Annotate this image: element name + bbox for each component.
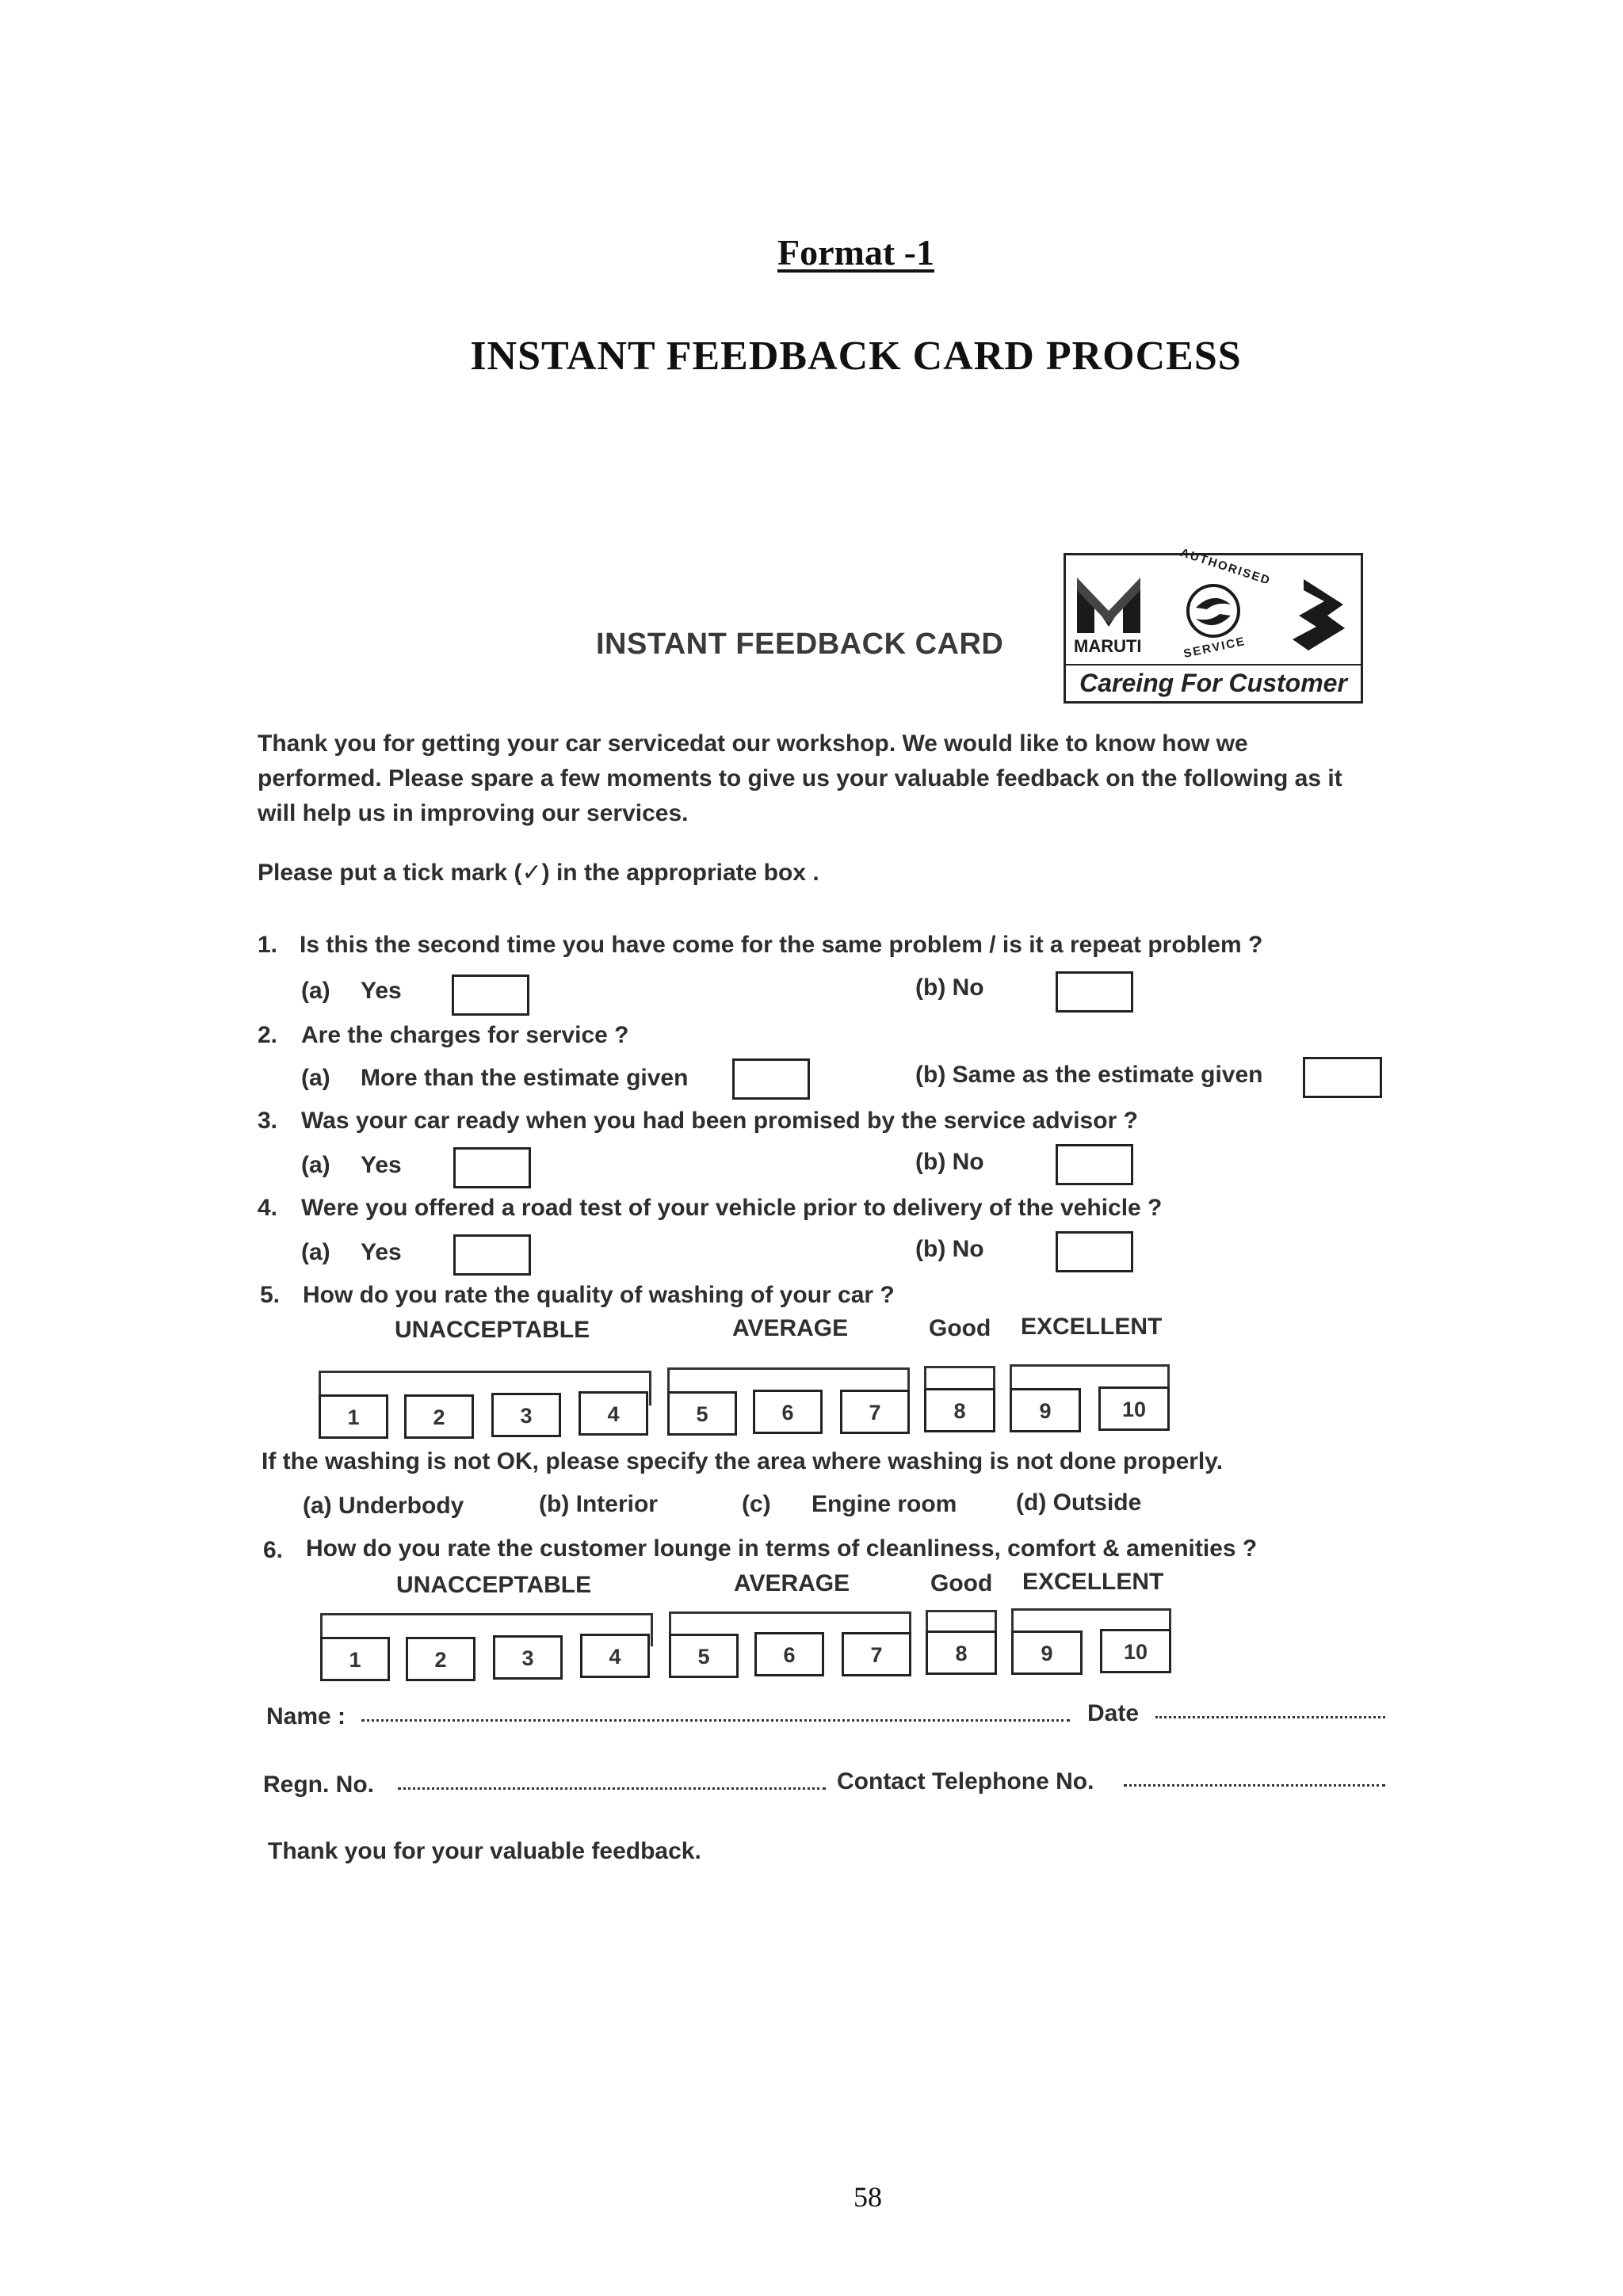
scale-label-good: Good xyxy=(929,1315,991,1341)
q5-rating-1[interactable]: 1 xyxy=(319,1394,388,1439)
q6-rating-9[interactable]: 9 xyxy=(1011,1630,1083,1675)
area-underbody: (a) Underbody xyxy=(303,1493,464,1519)
regn-field[interactable] xyxy=(398,1787,826,1790)
intro-line: Thank you for getting your car servicedat our workshop. We would like to know how we xyxy=(258,730,1248,757)
q6-rating-2[interactable]: 2 xyxy=(406,1637,475,1681)
scale-label-excellent: EXCELLENT xyxy=(1022,1569,1164,1595)
date-label: Date xyxy=(1087,1700,1140,1726)
option-text: (b) No xyxy=(915,974,984,1001)
question-number: 3. xyxy=(258,1108,278,1134)
question-text: Is this the second time you have come for the same problem / is it a repeat problem ? xyxy=(300,932,1263,958)
q6-rating-3[interactable]: 3 xyxy=(493,1635,563,1680)
name-label: Name : xyxy=(266,1703,346,1730)
maruti-brand-text: MARUTI xyxy=(1074,636,1142,656)
area-engine-room: Engine room xyxy=(812,1491,957,1517)
q1-yes-checkbox[interactable] xyxy=(452,974,529,1016)
question-number: 6. xyxy=(263,1537,284,1563)
question-number: 4. xyxy=(258,1195,278,1221)
name-field[interactable] xyxy=(361,1719,1070,1722)
option-text: Yes xyxy=(361,1152,402,1178)
q5-rating-3[interactable]: 3 xyxy=(491,1393,561,1437)
card-title: INSTANT FEEDBACK CARD xyxy=(596,627,1004,661)
question-text: How do you rate the quality of washing of your car ? xyxy=(303,1282,895,1308)
option-label: (a) xyxy=(301,1239,330,1265)
scale-label-average: AVERAGE xyxy=(732,1315,849,1341)
option-text: More than the estimate given xyxy=(361,1065,689,1091)
option-text: (b) No xyxy=(915,1236,984,1262)
question-text: Are the charges for service ? xyxy=(301,1022,629,1048)
service-text: SERVICE xyxy=(1182,634,1247,662)
q6-rating-5[interactable]: 5 xyxy=(669,1634,739,1678)
option-label: (a) xyxy=(301,978,330,1004)
q2-more-checkbox[interactable] xyxy=(732,1058,810,1100)
option-label: (a) xyxy=(301,1152,330,1178)
intro-line: performed. Please spare a few moments to give us your valuable feedback on the following as it xyxy=(258,765,1342,791)
scale-label-average: AVERAGE xyxy=(734,1570,850,1596)
q1-no-checkbox[interactable] xyxy=(1056,971,1133,1013)
q5-rating-4[interactable]: 4 xyxy=(579,1391,648,1436)
q6-rating-10[interactable]: 10 xyxy=(1100,1629,1171,1673)
question-number: 1. xyxy=(258,932,278,958)
area-c-label: (c) xyxy=(742,1491,771,1517)
logo-divider xyxy=(1064,664,1363,666)
scale-label-unacceptable: UNACCEPTABLE xyxy=(396,1572,592,1598)
q2-same-checkbox[interactable] xyxy=(1303,1057,1382,1098)
q5-rating-10[interactable]: 10 xyxy=(1098,1386,1170,1431)
question-number: 2. xyxy=(258,1022,278,1048)
q3-yes-checkbox[interactable] xyxy=(453,1147,531,1188)
page-number: 58 xyxy=(854,2181,882,2213)
regn-label: Regn. No. xyxy=(263,1772,374,1798)
question-text: Were you offered a road test of your vehicle prior to delivery of the vehicle ? xyxy=(301,1195,1163,1221)
option-text: (b) Same as the estimate given xyxy=(915,1062,1263,1088)
closing-note: Thank you for your valuable feedback. xyxy=(268,1838,701,1864)
q6-rating-1[interactable]: 1 xyxy=(320,1637,390,1681)
washing-followup: If the washing is not OK, please specify the area where washing is not done properly. xyxy=(262,1448,1224,1474)
date-field[interactable] xyxy=(1155,1716,1385,1718)
area-interior: (b) Interior xyxy=(539,1491,658,1517)
option-text: (b) No xyxy=(915,1149,984,1175)
scale-label-good: Good xyxy=(930,1570,993,1596)
q5-rating-8[interactable]: 8 xyxy=(924,1388,995,1432)
q5-rating-6[interactable]: 6 xyxy=(753,1390,823,1434)
q6-rating-7[interactable]: 7 xyxy=(842,1632,911,1676)
q6-rating-6[interactable]: 6 xyxy=(754,1632,824,1676)
page-title: INSTANT FEEDBACK CARD PROCESS xyxy=(470,334,1242,379)
q5-rating-2[interactable]: 2 xyxy=(404,1394,474,1439)
contact-label: Contact Telephone No. xyxy=(837,1768,1094,1794)
q5-rating-5[interactable]: 5 xyxy=(667,1391,737,1436)
format-heading: Format -1 xyxy=(777,232,934,273)
q3-no-checkbox[interactable] xyxy=(1056,1144,1133,1185)
intro-line: will help us in improving our services. xyxy=(258,800,689,826)
tick-instruction: Please put a tick mark (✓) in the appropriate box . xyxy=(258,860,819,886)
scale-label-excellent: EXCELLENT xyxy=(1021,1314,1163,1340)
q6-rating-4[interactable]: 4 xyxy=(580,1634,650,1678)
option-text: Yes xyxy=(361,978,402,1004)
contact-field[interactable] xyxy=(1124,1784,1385,1787)
scale-label-unacceptable: UNACCEPTABLE xyxy=(395,1317,590,1343)
q6-rating-8[interactable]: 8 xyxy=(926,1630,997,1675)
q4-yes-checkbox[interactable] xyxy=(453,1234,531,1276)
area-outside: (d) Outside xyxy=(1016,1489,1142,1516)
q4-no-checkbox[interactable] xyxy=(1056,1231,1133,1272)
question-text: Was your car ready when you had been promised by the service advisor ? xyxy=(301,1108,1138,1134)
q5-rating-9[interactable]: 9 xyxy=(1010,1388,1081,1432)
logo-tagline: Careing For Customer xyxy=(1079,669,1347,697)
question-number: 5. xyxy=(260,1282,281,1308)
question-text: How do you rate the customer lounge in terms of cleanliness, comfort & amenities ? xyxy=(306,1535,1258,1562)
option-label: (a) xyxy=(301,1065,330,1091)
option-text: Yes xyxy=(361,1239,402,1265)
authorised-text: AUTHORISED xyxy=(1178,546,1273,588)
q5-rating-7[interactable]: 7 xyxy=(840,1390,910,1434)
